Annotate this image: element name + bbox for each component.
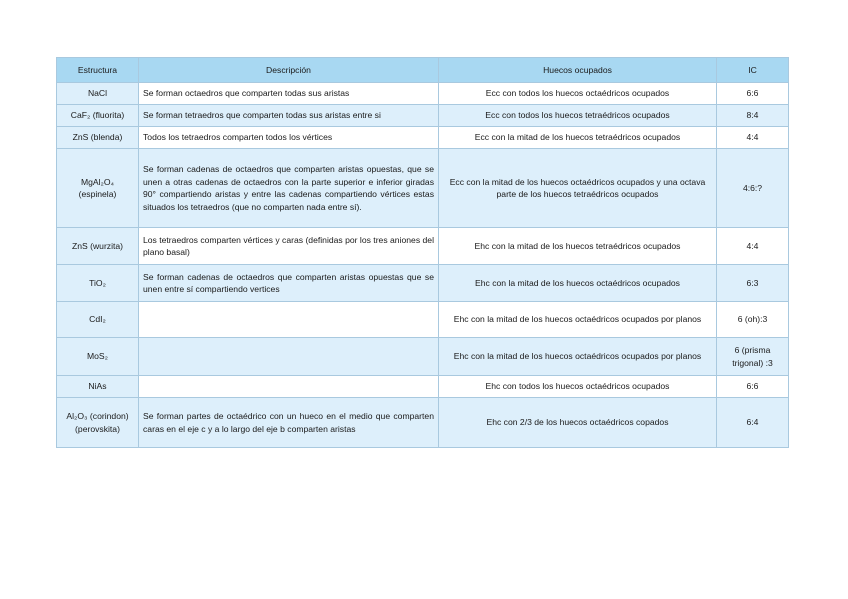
cell-estructura: ZnS (wurzita) [57,228,139,265]
table-row [57,105,789,127]
table-row [57,338,789,376]
table-header-row [57,58,789,83]
structures-table [56,57,789,448]
table-row [57,302,789,338]
cell-huecos: Ecc con la mitad de los huecos tetraédricos ocupados [439,127,717,149]
cell-ic: 6:6 [717,83,789,105]
cell-huecos: Ehc con la mitad de los huecos tetraédricos ocupados [439,228,717,265]
cell-estructura: NiAs [57,376,139,398]
cell-estructura: CaF₂ (fluorita) [57,105,139,127]
cell-huecos: Ehc con todos los huecos octaédricos ocupados [439,376,717,398]
table-row [57,376,789,398]
cell-estructura: CdI₂ [57,302,139,338]
cell-huecos: Ecc con la mitad de los huecos octaédricos ocupados y una octava parte de los huecos tetraédricos ocupados [439,149,717,228]
table-row [57,149,789,228]
cell-estructura: MgAl₂O₄ (espinela) [57,149,139,228]
cell-ic: 6:3 [717,265,789,302]
cell-descripcion: Se forman cadenas de octaedros que comparten aristas opuestas, que se unen a otras cadenas de octaedros con la parte superior e inferior giradas 90° compartiendo aristas y entre las cadenas compartiendo vértices estas situados los tetraedros (que no comparten nada entre sí). [139,149,439,228]
cell-huecos: Ehc con la mitad de los huecos octaédricos ocupados por planos [439,302,717,338]
header-estructura: Estructura [57,58,139,83]
header-descripcion: Descripción [139,58,439,83]
cell-ic: 4:4 [717,127,789,149]
cell-huecos: Ecc con todos los huecos tetraédricos ocupados [439,105,717,127]
table-row [57,83,789,105]
cell-descripcion: Se forman partes de octaédrico con un hueco en el medio que comparten caras en el eje c y a lo largo del eje b comparten aristas [139,398,439,448]
header-ic: IC [717,58,789,83]
cell-descripcion [139,302,439,338]
cell-ic: 4:4 [717,228,789,265]
cell-huecos: Ehc con la mitad de los huecos octaédricos ocupados [439,265,717,302]
cell-estructura: Al₂O₃ (corindon) (perovskita) [57,398,139,448]
table-row [57,127,789,149]
cell-estructura: NaCl [57,83,139,105]
table-row [57,398,789,448]
cell-ic: 6 (prisma trigonal) :3 [717,338,789,376]
header-huecos: Huecos ocupados [439,58,717,83]
cell-ic: 4:6:? [717,149,789,228]
table-row [57,228,789,265]
cell-descripcion: Se forman octaedros que comparten todas sus aristas [139,83,439,105]
cell-descripcion [139,376,439,398]
cell-ic: 6:4 [717,398,789,448]
cell-descripcion: Se forman tetraedros que comparten todas sus aristas entre si [139,105,439,127]
cell-huecos: Ehc con la mitad de los huecos octaédricos ocupados por planos [439,338,717,376]
table-row [57,265,789,302]
cell-huecos: Ecc con todos los huecos octaédricos ocupados [439,83,717,105]
cell-ic: 6:6 [717,376,789,398]
cell-huecos: Ehc con 2/3 de los huecos octaédricos copados [439,398,717,448]
cell-estructura: ZnS (blenda) [57,127,139,149]
cell-ic: 8:4 [717,105,789,127]
cell-descripcion: Todos los tetraedros comparten todos los vértices [139,127,439,149]
cell-descripcion: Se forman cadenas de octaedros que comparten aristas opuestas que se unen entre sí compartiendo vertices [139,265,439,302]
cell-descripcion [139,338,439,376]
cell-estructura: TiO₂ [57,265,139,302]
cell-descripcion: Los tetraedros comparten vértices y caras (definidas por los tres aniones del plano basal) [139,228,439,265]
cell-ic: 6 (oh):3 [717,302,789,338]
cell-estructura: MoS₂ [57,338,139,376]
